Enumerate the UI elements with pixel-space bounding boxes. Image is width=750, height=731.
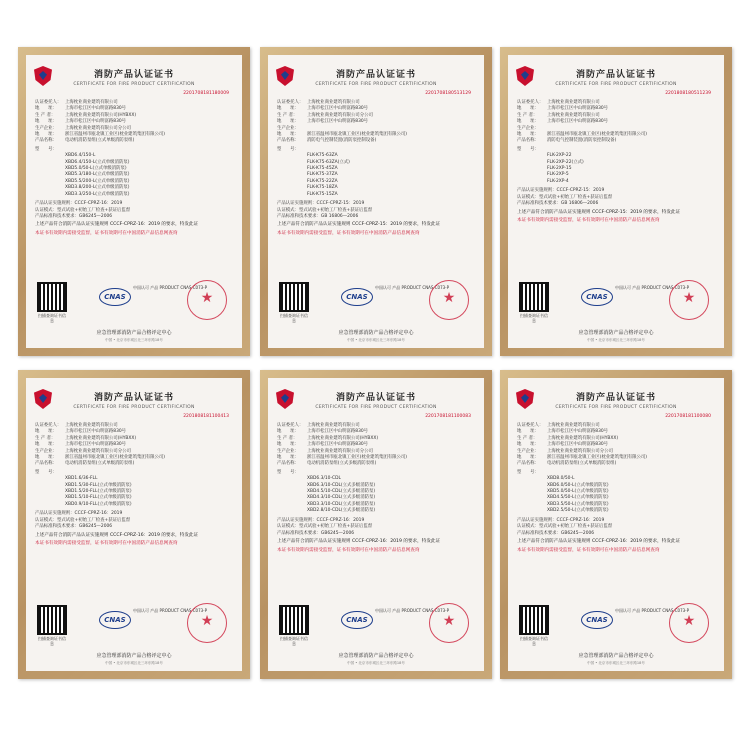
field-mode: 认证模式： 型式试验+初始工厂检查+获证后监督 [277, 524, 373, 530]
cnas-info: 中国认可 产品 PRODUCT CNAS C073-P [615, 285, 690, 290]
field-factory: 生产企业： 上海枕业商业建筑有限公司分公司 [35, 448, 131, 454]
model-item: XBD3.3/250-L(立式单级消防泵) [65, 191, 130, 197]
fine-print: 中国 • 北京市东城区北三环东路18号 [105, 661, 163, 665]
field-client: 认证委托人： 上海枕业商业建筑有限公司 [277, 423, 360, 428]
field-factory-address: 地 址： 浙江省温州市瓯北镇工业区(枕业建筑集团有限公司) [517, 132, 648, 138]
red-seal-stamp-icon [669, 603, 709, 643]
field-client: 认证委托人： 上海枕业商业建筑有限公司 [277, 100, 360, 105]
model-item: XBD6.4/150-L [65, 153, 96, 159]
field-address: 地 址： 上海市松江区中山明富路830号 [35, 429, 127, 435]
model-item: XBD5.0/50-L(立式单级消防泵) [65, 166, 127, 172]
certificate-statement: 上述产品符合消防产品认证实施规则 CCCF-CPRZ-16：2019 的要求，特发此证 [35, 532, 199, 538]
certificate-subtitle: CERTIFICATE FOR FIRE PRODUCT CERTIFICATION [555, 82, 677, 87]
certificate-stamps [35, 284, 233, 326]
qr-caption: 扫描查询证书信息 [38, 636, 66, 646]
model-item: FLK-2XP-22(立式) [547, 159, 584, 165]
model-item: XBD1.5/30-FLL(立式单级消防泵) [65, 482, 132, 488]
model-item: XBD1.6/36-FLL [65, 476, 98, 482]
fine-print: 中国 • 北京市东城区北三环东路18号 [347, 338, 405, 342]
cnas-info: 中国认可 产品 PRODUCT CNAS C073-P [133, 608, 208, 613]
certificate-number: 2201708180513129 [425, 91, 471, 96]
cnas-info: 中国认可 产品 PRODUCT CNAS C073-P [375, 608, 450, 613]
issuer: 应急管理部消防产品合格评定中心 [578, 653, 654, 659]
certificate-statement: 上述产品符合消防产品认证实施规则 CCCF-CPRZ-15：2019 的要求，特发此证 [517, 209, 681, 215]
model-item: FLK-K75-63ZA(立式) [307, 159, 350, 165]
qr-caption: 扫描查询证书信息 [520, 636, 548, 646]
cnas-logo: CNAS [341, 611, 373, 629]
qr-code-icon [281, 284, 307, 310]
model-item: XBD4.3/10-CDL(立式多级消防泵) [307, 495, 376, 501]
red-seal-stamp-icon [429, 280, 469, 320]
fine-print: 中国 • 北京市东城区北三环东路18号 [347, 661, 405, 665]
model-item: XBD1.5/20-FLL(立式单级消防泵) [65, 489, 132, 495]
field-manufacturer: 生 产 者： 上海枕业商业建筑有限公司(HYBXX) [277, 435, 379, 441]
model-item: XBD5.5/200-L(立式单级消防泵) [65, 178, 130, 184]
certificate-stamps [35, 607, 233, 649]
certificate-note: 本证书有效期内需接受监督，证书有效期可在中国消防产品信息网查询 [517, 547, 660, 553]
certificate-paper [26, 378, 242, 671]
certificate-frame [260, 370, 492, 679]
qr-caption: 扫描查询证书信息 [280, 636, 308, 646]
field-product-name: 产品名称： 电动机消防泵组(立式多级消防泵组) [277, 461, 377, 467]
certificate-title: 消防产品认证证书 [575, 70, 656, 80]
certificate-note: 本证书有效期内需接受监督，证书有效期可在中国消防产品信息网查询 [517, 218, 660, 224]
certificate-subtitle: CERTIFICATE FOR FIRE PRODUCT CERTIFICATION [315, 82, 437, 87]
field-rule: 产品认证实施规则： CCCF-CPRZ-16：2019 [35, 201, 123, 207]
certificate-paper [268, 378, 484, 671]
certificate-number: 2201708181100083 [425, 414, 471, 419]
field-factory: 生产企业： 上海枕业商业建筑有限公司分公司 [277, 448, 373, 454]
field-factory: 生产企业： 上海枕业商业建筑有限公司分公司 [35, 125, 131, 131]
model-item: FLK-2XP-22 [547, 153, 572, 159]
field-mode: 认证模式： 型式试验+初始工厂检查+获证后监督 [517, 524, 613, 530]
field-manufacturer: 生 产 者： 上海枕业商业建筑有限公司 [517, 112, 600, 118]
field-rule: 产品认证实施规则： CCCF-CPRZ-15：2019 [517, 188, 605, 194]
cnas-logo: CNAS [99, 288, 131, 306]
qr-code-icon [39, 284, 65, 310]
model-item: FLK-2XP-5 [547, 172, 569, 178]
certificate-note: 本证书有效期内需接受监督，证书有效期可在中国消防产品信息网查询 [277, 547, 420, 553]
certificate-subtitle: CERTIFICATE FOR FIRE PRODUCT CERTIFICATION [73, 405, 195, 410]
field-address: 地 址： 上海市松江区中山明富路830号 [517, 106, 609, 112]
model-item: FLK-K75-15ZA [307, 191, 338, 197]
field-factory-address: 地 址： 浙江省温州市瓯北镇工业区(枕业建筑集团有限公司) [35, 455, 166, 461]
red-seal-stamp-icon [669, 280, 709, 320]
qr-caption: 扫描查询证书信息 [38, 313, 66, 323]
field-client: 认证委托人： 上海枕业商业建筑有限公司 [517, 100, 600, 105]
field-factory-address: 地 址： 浙江省温州市瓯北镇工业区(枕业建筑集团有限公司) [35, 132, 166, 138]
model-item: XBD6.3/10-CDL(立式多级消防泵) [307, 482, 376, 488]
certificate-fields [277, 100, 475, 145]
field-client: 认证委托人： 上海枕业商业建筑有限公司 [517, 423, 600, 428]
model-item: FLK-K75-63ZA [307, 153, 338, 159]
issuer: 应急管理部消防产品合格评定中心 [578, 330, 654, 336]
certificate-number: 2201808180511239 [665, 91, 711, 96]
field-basis: 产品标准和技术要求： GB6245—2006 [35, 213, 113, 219]
certificate-title: 消防产品认证证书 [335, 70, 416, 80]
certificate-fields [35, 100, 233, 145]
field-manufacturer: 生 产 者： 上海枕业商业建筑有限公司(HYBXX) [35, 112, 137, 118]
fine-print: 中国 • 北京市东城区北三环东路18号 [587, 338, 645, 342]
field-address: 地 址： 上海市松江区中山明富路830号 [517, 429, 609, 435]
field-basis: 产品标准和技术要求： GB6245—2006 [517, 530, 595, 536]
cnas-logo: CNAS [581, 611, 613, 629]
field-basis: 产品标准和技术要求： GB 16806—2006 [277, 213, 359, 219]
field-mode: 认证模式： 型式试验+初始工厂检查+获证后监督 [277, 207, 373, 213]
certificate-statement: 上述产品符合消防产品认证实施规则 CCCF-CPRZ-16：2019 的要求，特发此证 [35, 222, 199, 228]
fine-print: 中国 • 北京市东城区北三环东路18号 [587, 661, 645, 665]
model-item: FLK-2XP-4 [547, 178, 569, 184]
certificate-title: 消防产品认证证书 [575, 393, 656, 403]
field-product-name: 产品名称： 电动机消防泵组(立式单级消防泵组) [35, 461, 135, 467]
model-item: XBD6.4/150-L(立式单级消防泵) [65, 159, 130, 165]
model-item: XBD3.3/10-CDL(立式多级消防泵) [307, 501, 376, 507]
model-item: XBD3.8/200-L(立式单级消防泵) [65, 185, 130, 191]
model-list: 型 号： FLK-K75-63ZA FLK-K75-63ZA(立式) FLK-K75-45ZA FLK-K75-37ZA FLK-K75-22ZA FLK-K75-18ZA FLK-K75-15ZA [277, 147, 475, 198]
certificate-stamps [277, 284, 475, 326]
field-rule: 产品认证实施规则： CCCF-CPRZ-16：2019 [35, 511, 123, 517]
field-product-name: 产品名称： 消防电气控制装置(消防泵控制设备) [517, 138, 617, 144]
model-item: FLK-K75-45ZA [307, 166, 338, 172]
cnas-logo: CNAS [99, 611, 131, 629]
model-item: XBD8.0/50-L [547, 476, 575, 482]
model-list: 型 号： XBD1.6/36-FLL XBD1.5/30-FLL(立式单级消防泵) XBD1.5/20-FLL(立式单级消防泵) XBD1.5/10-FLL(立式单级消防泵) XBD0.9/10-FLL(立式单级消防泵) [35, 470, 233, 508]
certificate-rules [277, 201, 475, 220]
cnas-info: 中国认可 产品 PRODUCT CNAS C073-P [133, 285, 208, 290]
field-manufacturer-address: 地 址： 上海市松江区中山明富路830号 [517, 442, 609, 448]
cnas-info: 中国认可 产品 PRODUCT CNAS C073-P [375, 285, 450, 290]
model-list: 型 号： FLK-2XP-22 FLK-2XP-22(立式) FLK-2XP-15 FLK-2XP-5 FLK-2XP-4 [517, 147, 715, 185]
field-product-name: 产品名称： 消防电气控制装置(消防泵控制设备) [277, 138, 377, 144]
certificate-rules [517, 518, 715, 537]
field-manufacturer-address: 地 址： 上海市松江区中山明富路830号 [277, 442, 369, 448]
model-item: XBD6.0/50-L(立式单级消防泵) [547, 482, 609, 488]
model-item: XBD2.8/10-CDL(立式多级消防泵) [307, 508, 376, 514]
field-manufacturer-address: 地 址： 上海市松江区中山明富路830号 [277, 119, 369, 125]
certificate-subtitle: CERTIFICATE FOR FIRE PRODUCT CERTIFICATION [73, 82, 195, 87]
qr-code-icon [521, 284, 547, 310]
red-seal-stamp-icon [429, 603, 469, 643]
certificate-frame [18, 47, 250, 356]
qr-caption: 扫描查询证书信息 [520, 313, 548, 323]
certificate-note: 本证书有效期内需接受监督，证书有效期可在中国消防产品信息网查询 [277, 230, 420, 236]
certificate-note: 本证书有效期内需接受监督，证书有效期可在中国消防产品信息网查询 [35, 541, 178, 547]
model-item: XBD0.9/10-FLL(立式单级消防泵) [65, 501, 132, 507]
qr-code-icon [281, 607, 307, 633]
model-item: XBD3.5/50-L(立式单级消防泵) [547, 501, 609, 507]
field-factory: 生产企业： [277, 125, 299, 131]
field-mode: 认证模式： 型式试验+初始工厂检查+获证后监督 [517, 194, 613, 200]
certificate-stamps [277, 607, 475, 649]
certificate-fields [35, 423, 233, 468]
certificate-frame [500, 47, 732, 356]
field-factory-address: 地 址： 浙江省温州市瓯北镇工业区(枕业建筑集团有限公司) [517, 455, 648, 461]
certificate-rules [35, 201, 233, 220]
certificate-number: 2201808181100413 [183, 414, 229, 419]
certificate-rules [517, 188, 715, 207]
model-item: XBD6.3/10-CDL [307, 476, 341, 482]
certificate-stamps [517, 284, 715, 326]
field-factory: 生产企业： 上海枕业商业建筑有限公司分公司 [517, 448, 613, 454]
model-item: XBD1.5/10-FLL(立式单级消防泵) [65, 495, 132, 501]
field-client: 认证委托人： 上海枕业商业建筑有限公司 [35, 100, 118, 105]
field-client: 认证委托人： 上海枕业商业建筑有限公司 [35, 423, 118, 428]
certificate-fields [517, 100, 715, 145]
field-address: 地 址： 上海市松江区中山明富路830号 [35, 106, 127, 112]
qr-caption: 扫描查询证书信息 [280, 313, 308, 323]
certificate-statement: 上述产品符合消防产品认证实施规则 CCCF-CPRZ-15：2019 的要求，特发此证 [277, 222, 441, 228]
certificate-rules [35, 511, 233, 530]
model-list: 型 号： XBD8.0/50-L XBD6.0/50-L(立式单级消防泵) XBD5.0/50-L(立式单级消防泵) XBD4.5/50-L(立式单级消防泵) XBD3.5/50-L(立式单级消防泵) XBD2.5/50-L(立式单级消防泵) [517, 470, 715, 515]
model-item: FLK-K75-22ZA [307, 178, 338, 184]
qr-code-icon [39, 607, 65, 633]
issuer: 应急管理部消防产品合格评定中心 [96, 330, 172, 336]
field-manufacturer-address: 地 址： 上海市松江区中山明富路830号 [35, 119, 127, 125]
field-manufacturer-address: 地 址： 上海市松江区中山明富路830号 [517, 119, 609, 125]
model-item: XBD2.5/50-L(立式单级消防泵) [547, 508, 609, 514]
field-manufacturer: 生 产 者： 上海枕业商业建筑有限公司(HYBXX) [35, 435, 137, 441]
certificate-frame [18, 370, 250, 679]
field-address: 地 址： 上海市松江区中山明富路830号 [277, 106, 369, 112]
certificate-fields [277, 423, 475, 468]
field-basis: 产品标准和技术要求： GB 16806—2006 [517, 201, 599, 207]
model-item: XBD5.0/50-L(立式单级消防泵) [547, 489, 609, 495]
certificate-paper [508, 378, 724, 671]
model-item: XBD4.5/10-CDL(立式多级消防泵) [307, 489, 376, 495]
field-basis: 产品标准和技术要求： GB6245—2006 [277, 530, 355, 536]
field-mode: 认证模式： 型式试验+初始工厂检查+获证后监督 [35, 207, 131, 213]
certificate-paper [268, 55, 484, 348]
red-seal-stamp-icon [187, 280, 227, 320]
cnas-logo: CNAS [341, 288, 373, 306]
certificate-stamps [517, 607, 715, 649]
field-mode: 认证模式： 型式试验+初始工厂检查+获证后监督 [35, 517, 131, 523]
certificate-rules [277, 518, 475, 537]
cnas-logo: CNAS [581, 288, 613, 306]
model-item: XBD5.3/180-L(立式单级消防泵) [65, 172, 130, 178]
certificate-title: 消防产品认证证书 [335, 393, 416, 403]
certificate-title: 消防产品认证证书 [93, 70, 174, 80]
field-manufacturer-address: 地 址： 上海市松江区中山明富路830号 [35, 442, 127, 448]
certificate-number: 2201708181100080 [665, 414, 711, 419]
model-item: FLK-K75-18ZA [307, 185, 338, 191]
field-factory-address: 地 址： 浙江省温州市瓯北镇工业区(枕业建筑集团有限公司) [277, 455, 408, 461]
field-manufacturer: 生 产 者： 上海枕业商业建筑有限公司(HYBXX) [517, 435, 619, 441]
field-product-name: 产品名称： 电动机消防泵组(立式单级消防泵组) [35, 138, 135, 144]
fine-print: 中国 • 北京市东城区北三环东路18号 [105, 338, 163, 342]
model-item: FLK-2XP-15 [547, 166, 572, 172]
red-seal-stamp-icon [187, 603, 227, 643]
certificate-statement: 上述产品符合消防产品认证实施规则 CCCF-CPRZ-16：2019 的要求，特发此证 [517, 538, 681, 544]
certificate-title: 消防产品认证证书 [93, 393, 174, 403]
certificate-number: 2201708181180009 [183, 91, 229, 96]
field-factory-address: 地 址： 浙江省温州市瓯北镇工业区(枕业建筑集团有限公司) [277, 132, 408, 138]
field-address: 地 址： 上海市松江区中山明富路830号 [277, 429, 369, 435]
model-item: FLK-K75-37ZA [307, 172, 338, 178]
field-rule: 产品认证实施规则： CCCF-CPRZ-16：2019 [517, 517, 605, 523]
certificate-frame [260, 47, 492, 356]
field-product-name: 产品名称： 电动机消防泵组(立式单级消防泵组) [517, 461, 617, 467]
certificate-statement: 上述产品符合消防产品认证实施规则 CCCF-CPRZ-16：2019 的要求，特发此证 [277, 538, 441, 544]
field-factory: 生产企业： [517, 125, 539, 131]
field-basis: 产品标准和技术要求： GB6245—2006 [35, 524, 113, 530]
certificate-note: 本证书有效期内需接受监督，证书有效期可在中国消防产品信息网查询 [35, 230, 178, 236]
certificate-paper [26, 55, 242, 348]
certificate-fields [517, 423, 715, 468]
model-item: XBD4.5/50-L(立式单级消防泵) [547, 495, 609, 501]
field-rule: 产品认证实施规则： CCCF-CPRZ-16：2019 [277, 517, 365, 523]
model-list: 型 号： XBD6.4/150-L XBD6.4/150-L(立式单级消防泵) XBD5.0/50-L(立式单级消防泵) XBD5.3/180-L(立式单级消防泵) XBD5.5/200-L(立式单级消防泵) XBD3.8/200-L(立式单级消防泵) XBD3.3/250-L(立式单级消防泵) [35, 147, 233, 198]
certificate-subtitle: CERTIFICATE FOR FIRE PRODUCT CERTIFICATION [555, 405, 677, 410]
issuer: 应急管理部消防产品合格评定中心 [338, 653, 414, 659]
field-manufacturer: 生 产 者： 上海枕业商业建筑有限公司分公司 [277, 112, 373, 118]
cnas-info: 中国认可 产品 PRODUCT CNAS C073-P [615, 608, 690, 613]
certificate-subtitle: CERTIFICATE FOR FIRE PRODUCT CERTIFICATION [315, 405, 437, 410]
issuer: 应急管理部消防产品合格评定中心 [96, 653, 172, 659]
field-rule: 产品认证实施规则： CCCF-CPRZ-15：2019 [277, 201, 365, 207]
qr-code-icon [521, 607, 547, 633]
issuer: 应急管理部消防产品合格评定中心 [338, 330, 414, 336]
certificate-frame [500, 370, 732, 679]
model-list: 型 号： XBD6.3/10-CDL XBD6.3/10-CDL(立式多级消防泵) XBD4.5/10-CDL(立式多级消防泵) XBD4.3/10-CDL(立式多级消防泵) XBD3.3/10-CDL(立式多级消防泵) XBD2.8/10-CDL(立式多级消防泵) [277, 470, 475, 515]
certificate-paper [508, 55, 724, 348]
